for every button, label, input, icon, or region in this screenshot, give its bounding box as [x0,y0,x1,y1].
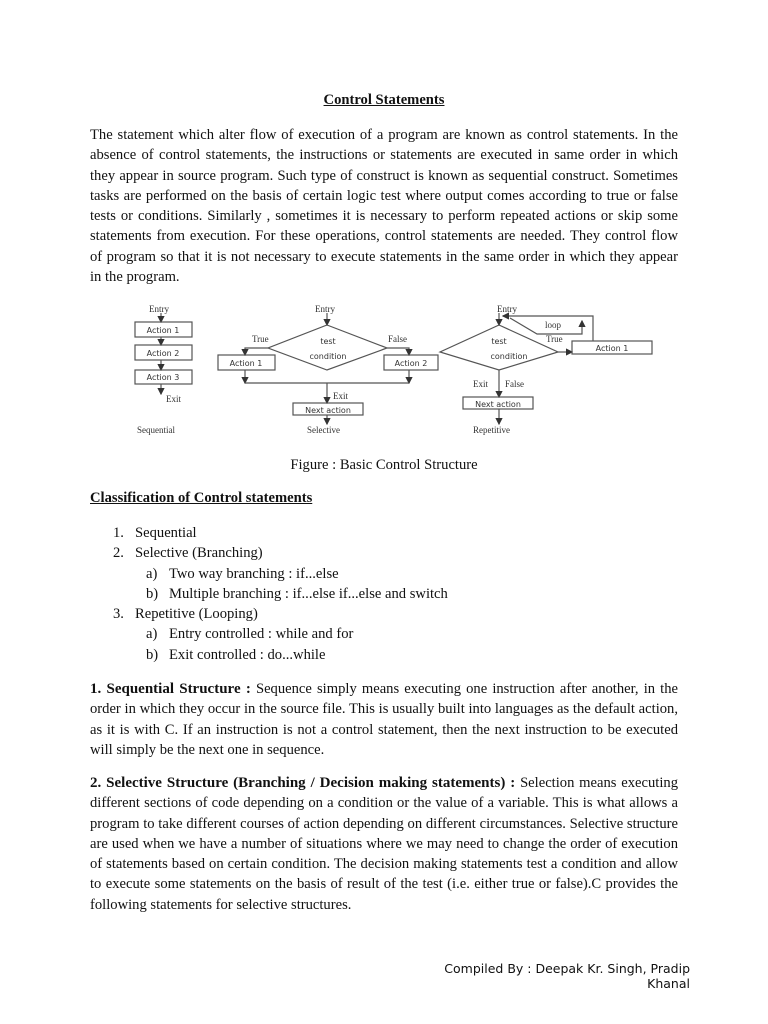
seq-action1: Action 1 [146,326,180,335]
seq-entry: Entry [149,304,169,314]
list-label: Exit controlled : do...while [169,646,326,663]
list-number: a) [146,565,158,582]
list-label: Entry controlled : while and for [169,626,354,643]
page-title: Control Statements [323,92,445,108]
list-number: 3. [113,606,124,623]
list-subitem [113,624,448,644]
basic-control-structure-figure [0,295,768,445]
list-subitem [113,584,448,604]
list-label: Two way branching : if...else [169,565,339,582]
rep-exit: Exit [473,379,488,389]
section-body: Sequence simply means executing one instruction after another, in the order in which they occur in the source file. This is usually built into languages as the default action, as it is with C. If an instruction is not a control statement, then the next instruction to be executed will simply be the next one in sequence. [90,681,678,758]
section-sequential [90,679,678,760]
list-label: Multiple branching : if...else if...else and switch [169,585,448,602]
intro-paragraph: The statement which alter flow of execution of a program are known as control statements. In the absence of control statements, the instructions or statements are executed in same order in which they appear in source program. Such type of construct is known as sequential construct. Sometimes tasks are performed on the basis of certain logic test where output comes according to true or false tests or conditions. Similarly , sometimes it is necessary to perform repeated actions or skip some statements from execution. For these operations, control statements are needed. They control flow of program so that it is not necessary to execute statements in the same order in which they appear in the program. [90,127,678,286]
rep-true: True [546,334,563,344]
sel-false: False [388,334,407,344]
list-label: Repetitive (Looping) [135,606,258,623]
rep-false: False [505,379,524,389]
rep-next-action: Next action [475,400,521,409]
list-number: b) [146,585,159,602]
section-selective [90,773,678,915]
sel-true: True [252,334,269,344]
list-label: Sequential [135,525,197,541]
list-number: 2. [113,545,124,562]
sel-next-action: Next action [305,406,351,415]
seq-label: Sequential [137,425,175,435]
sel-action1: Action 1 [229,359,263,368]
section-heading: 2. Selective Structure (Branching / Decision making statements) : [90,775,516,791]
seq-action3: Action 3 [146,373,180,382]
rep-test: test [491,337,507,346]
sel-test: test [320,337,336,346]
figure-caption: Figure : Basic Control Structure [290,457,478,473]
rep-label: Repetitive [473,425,510,435]
sel-condition: condition [309,352,347,361]
page-footer: Compiled By : Deepak Kr. Singh, Pradip Khanal [444,961,690,991]
sel-action2: Action 2 [394,359,428,368]
list-subitem [113,645,448,665]
sel-label: Selective [307,425,340,435]
list-number: a) [146,626,158,643]
rep-loop: loop [545,320,562,330]
flowchart-lines [135,313,652,424]
list-number: 1. [113,525,124,541]
rep-condition: condition [490,352,528,361]
rep-entry: Entry [497,304,517,314]
list-item [113,543,448,563]
list-label: Selective (Branching) [135,545,263,562]
list-subitem [113,564,448,584]
seq-exit: Exit [166,394,181,404]
list-item [113,604,448,624]
seq-action2: Action 2 [146,349,180,358]
section-heading: 1. Sequential Structure : [90,681,251,697]
section-body: Selection means executing different sections of code depending on a condition or the value of a variable. This is what allows a program to take different courses of action depending on different circumstances. Selective structure are used when we have a number of situations where we may need to change the order of execution of statements based on certain condition. The decision making statements test a condition and allow to execute some statements on the basis of result of the test (i.e. either true or false).C provides the following statements for selective structures. [90,775,679,913]
rep-action1: Action 1 [595,344,629,353]
list-number: b) [146,646,159,663]
classification-heading: Classification of Control statements [90,490,313,506]
sel-exit: Exit [333,391,348,401]
classification-list [113,523,448,665]
sel-entry: Entry [315,304,335,314]
list-item [113,523,448,543]
